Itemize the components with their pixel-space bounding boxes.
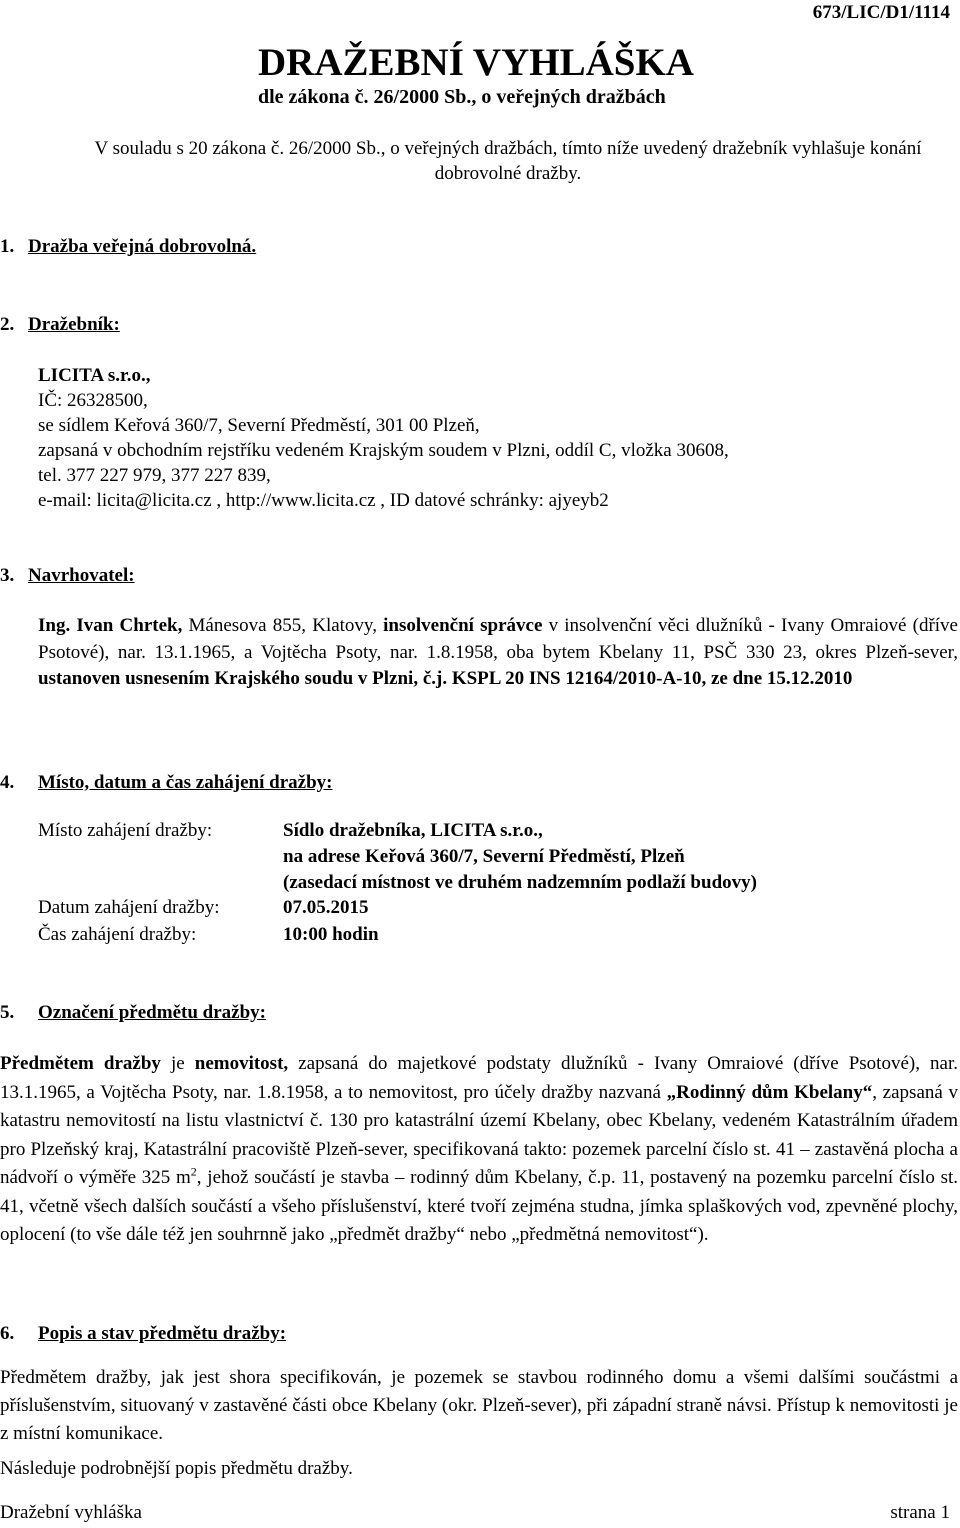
- subject-lead: Předmětem dražby: [0, 1053, 161, 1074]
- proposer-paragraph: [38, 613, 958, 693]
- auctioneer-name: LICITA s.r.o.,: [38, 365, 151, 386]
- section-2-heading: [0, 314, 120, 336]
- section-3-heading: [0, 565, 135, 587]
- subject-name: „Rodinný dům Kbelany“: [666, 1081, 873, 1103]
- page-number: strana 1: [890, 1502, 950, 1523]
- section-number: 2.: [0, 314, 15, 335]
- auctioneer-tel: tel. 377 227 979, 377 227 839,: [38, 465, 271, 486]
- section-title: Místo, datum a čas zahájení dražby:: [38, 772, 333, 793]
- page-subtitle: dle zákona č. 26/2000 Sb., o veřejných dražbách: [258, 86, 666, 108]
- time-value: 10:00 hodin: [283, 924, 379, 945]
- subject-text: , jehož součástí je stavba – rodinný dům Kbelany, č.p. 11, postavený na pozemku parcelní číslo st. 41, včetně všech dalších součástí a všeho příslušenství, které tvoří zejména studna, jímka splaškových vod, zpevněné plochy, oplocení (to vše dále též jen souhrnně jako „předmět dražby“ nebo „předmětná nemovitost“).: [0, 1167, 958, 1245]
- auctioneer-email: e-mail: licita@licita.cz , http://www.licita.cz , ID datové schránky: ajyeyb2: [38, 490, 609, 511]
- section-6-heading: [0, 1323, 286, 1345]
- section-title: Popis a stav předmětu dražby:: [38, 1323, 287, 1344]
- subject-text: zapsaná do majetkové podstaty dlužníků - Ivany Omraiové (dříve Psotové), nar. 13.1.1965, a Vojtěcha Psoty, nar. 1.8.1958, a to nemovitost, pro účely dražby nazvaná: [0, 1053, 958, 1103]
- subject-paragraph: [0, 1050, 958, 1250]
- date-label: Datum zahájení dražby:: [38, 897, 220, 918]
- section-1-heading: [0, 236, 256, 258]
- place-line-3: (zasedací místnost ve druhém nadzemním podlaží budovy): [283, 872, 757, 893]
- place-line-2: na adrese Keřová 360/7, Severní Předměstí, Plzeň: [283, 846, 685, 867]
- section-title: Navrhovatel:: [28, 565, 135, 586]
- time-label: Čas zahájení dražby:: [38, 924, 197, 945]
- date-value: 07.05.2015: [283, 897, 369, 918]
- auctioneer-info: [38, 363, 938, 513]
- subject-property: nemovitost,: [194, 1053, 289, 1074]
- proposer-address: Mánesova 855, Klatovy,: [182, 615, 384, 636]
- proposer-name: Ing. Ivan Chrtek,: [38, 615, 183, 636]
- auctioneer-registry: zapsaná v obchodním rejstříku vedeném Krajským soudem v Plzni, oddíl C, vložka 30608,: [38, 440, 729, 461]
- proposer-appointment: ustanoven usnesením Krajského soudu v Plzni, č.j. KSPL 20 INS 12164/2010-A-10, ze dne 15.12.2010: [38, 668, 853, 689]
- section-title: Označení předmětu dražby:: [38, 1002, 266, 1023]
- section-number: 4.: [0, 772, 15, 793]
- superscript-2: 2: [190, 1164, 197, 1179]
- section-title: Dražba veřejná dobrovolná.: [28, 236, 257, 257]
- footer-title: Dražební vyhláška: [0, 1502, 142, 1523]
- subject-text: , zapsaná v katastru nemovitostí na listu vlastnictví č. 130 pro katastrální území Kbelany, obec Kbelany, vedeném Katastrálním úřadem pro Plzeňský kraj, Katastrální pracoviště Plzeň-sever, specifikovaná takto: pozemek parcelní číslo st. 41 – zastavěná plocha a nádvoří o výměře 325 m: [0, 1081, 958, 1188]
- place-line-1: Sídlo dražebníka, LICITA s.r.o.,: [283, 820, 543, 841]
- description-paragraph: Předmětem dražby, jak jest shora specifikován, je pozemek se stavbou rodinného domu a všemi dalšími součástmi a příslušenstvím, situovaný v zastavěné části obce Kbelany (okr. Plzeň-sever), při západní straně návsi. Přístup k nemovitosti je z místní komunikace.: [0, 1367, 958, 1444]
- section-5-heading: [0, 1002, 266, 1024]
- section-number: 1.: [0, 236, 15, 257]
- page-title: DRAŽEBNÍ VYHLÁŠKA: [258, 41, 694, 84]
- section-4-heading: [0, 772, 332, 794]
- section-number: 3.: [0, 565, 15, 586]
- section-title: Dražebník:: [28, 314, 120, 335]
- section-number: 5.: [0, 1002, 15, 1023]
- auctioneer-seat: se sídlem Keřová 360/7, Severní Předměstí, 301 00 Plzeň,: [38, 415, 480, 436]
- intro-paragraph: V souladu s 20 zákona č. 26/2000 Sb., o veřejných dražbách, tímto níže uvedený dražebník vyhlašuje konání dobrovolné dražby.: [94, 138, 922, 184]
- reference-number: 673/LIC/D1/1114: [812, 2, 950, 23]
- section-number: 6.: [0, 1323, 15, 1344]
- place-label: Místo zahájení dražby:: [38, 820, 213, 841]
- proposer-details: v insolvenční věci dlužníků - Ivany Omraiové (dříve Psotové), nar. 13.1.1965, a Vojtěcha Psoty, nar. 1.8.1958, oba bytem Kbelany 11, PSČ 330 23, okres Plzeň-sever,: [38, 615, 958, 663]
- subject-text: je: [160, 1053, 195, 1074]
- description-note: Následuje podrobnější popis předmětu dražby.: [0, 1458, 353, 1479]
- auctioneer-ic: IČ: 26328500,: [38, 390, 148, 411]
- proposer-role: insolvenční správce: [383, 615, 543, 636]
